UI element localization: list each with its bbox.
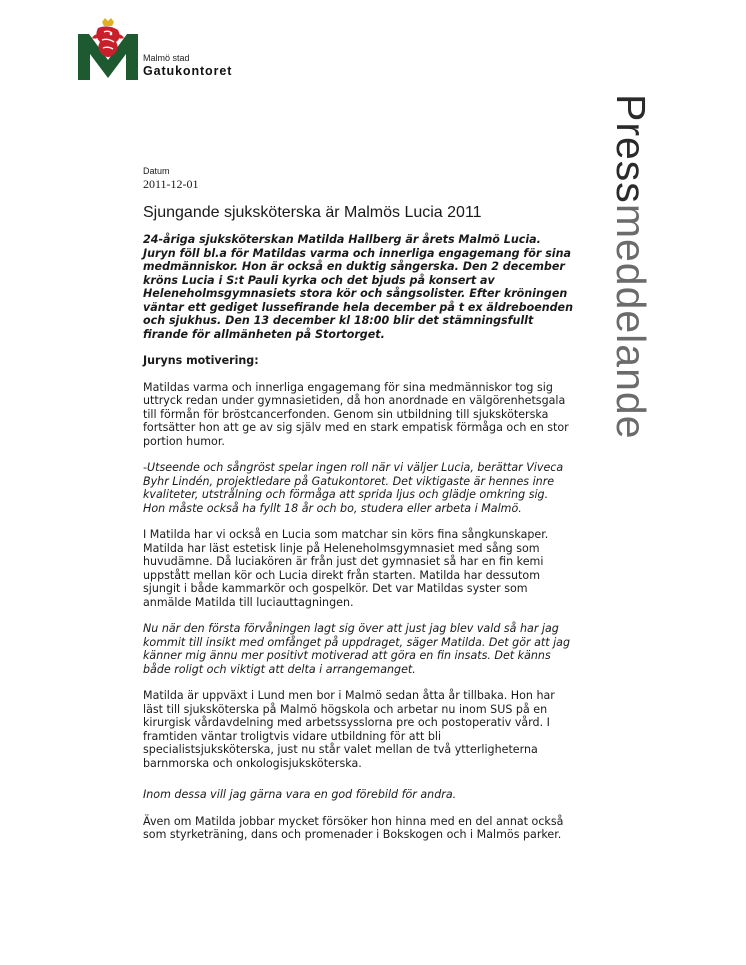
quote-paragraph-1: -Utseende och sångröst spelar ingen roll när vi väljer Lucia, berättar Viveca Byhr Lindén, projektledare på Gatukontoret. Det viktigaste är hennes inre kvaliteter, utstrålning och förmåga att sprida ljus och glädje omkring sig. Hon måste också ha fyllt 18 år och bo, studera eller arbeta i Malmö.	[143, 461, 564, 515]
page-title: Sjungande sjuksköterska är Malmös Lucia 2011	[143, 204, 482, 221]
body-paragraph-1: Matildas varma och innerliga engagemang för sina medmänniskor tog sig uttryck redan under gymnasietiden, då hon anordnade en välgörenhetsgala till förmån för bröstcancerfonden. Genom sin utbildning till sjuksköterska fortsätter hon att ge av sig själv med en stark empatisk förmåga och en stor portion humor.	[143, 380, 569, 448]
pressmeddelande-label	[608, 94, 654, 440]
malmo-griffin-crest-icon	[78, 18, 138, 80]
quote-paragraph-3: Inom dessa vill jag gärna vara en god förebild för andra.	[143, 788, 457, 801]
body-paragraph-2: I Matilda har vi också en Lucia som matchar sin körs fina sångkunskaper. Matilda har läst estetisk linje på Heleneholmsgymnasiet med sång som huvudämne. Då luciakören är från just det gymnasiet så har en fin kemi uppstått mellan kör och Lucia direkt från starten. Matilda har dessutom sjungit i både kammarkör och gospelkör. Det var Matildas syster som anmälde Matilda till luciauttagningen.	[143, 528, 549, 609]
jury-motivation-heading: Juryns motivering:	[143, 354, 259, 367]
side-label-light: meddelande	[608, 203, 654, 440]
press-release-body	[143, 166, 573, 842]
date-value: 2011-12-01	[143, 177, 199, 191]
organization-name: Malmö stad	[143, 53, 190, 63]
lead-paragraph: 24-åriga sjuksköterskan Matilda Hallberg är årets Malmö Lucia. Juryn föll bl.a för Matildas varma och innerliga engagemang för sina medmänniskor. Hon är också en duktig sångerska. Den 2 december kröns Lucia i S:t Pauli kyrka och det bjuds på konsert av Heleneholmsgymnasiets stora kör och sångsolister. Efter kröningen väntar ett gediget lussefirande hela december på t ex äldreboenden och sjukhus. Den 13 december kl 18:00 blir det stämningsfullt firande för allmänheten på Stortorget.	[143, 233, 573, 341]
department-name: Gatukontoret	[143, 64, 233, 78]
side-label-dark: Press	[608, 94, 654, 204]
date-label: Datum	[143, 166, 170, 176]
body-paragraph-4: Även om Matilda jobbar mycket försöker hon hinna med en del annat också som styrketräning, dans och promenader i Bokskogen och i Malmös parker.	[143, 814, 564, 841]
body-paragraph-3: Matilda är uppväxt i Lund men bor i Malmö sedan åtta år tillbaka. Hon har läst till sjuksköterska på Malmö högskola och arbetar nu inom SUS på en kirurgisk vårdavdelning med arbetssysslorna pre och postoperativ vård. I framtiden väntar troligtvis vidare utbildning för att bli specialistsjuksköterska, just nu står valet mellan de två ytterligheterna barnmorska och onkologisjuksköterska.	[143, 689, 555, 770]
organization-logo	[78, 18, 250, 82]
quote-paragraph-2: Nu när den första förvåningen lagt sig över att just jag blev vald så har jag kommit till insikt med omfånget på uppdraget, säger Matilda. Det gör att jag känner mig ännu mer positivt motiverad att göra en fin insats. Det känns både roligt och viktigt att delta i arrangemanget.	[143, 622, 571, 676]
